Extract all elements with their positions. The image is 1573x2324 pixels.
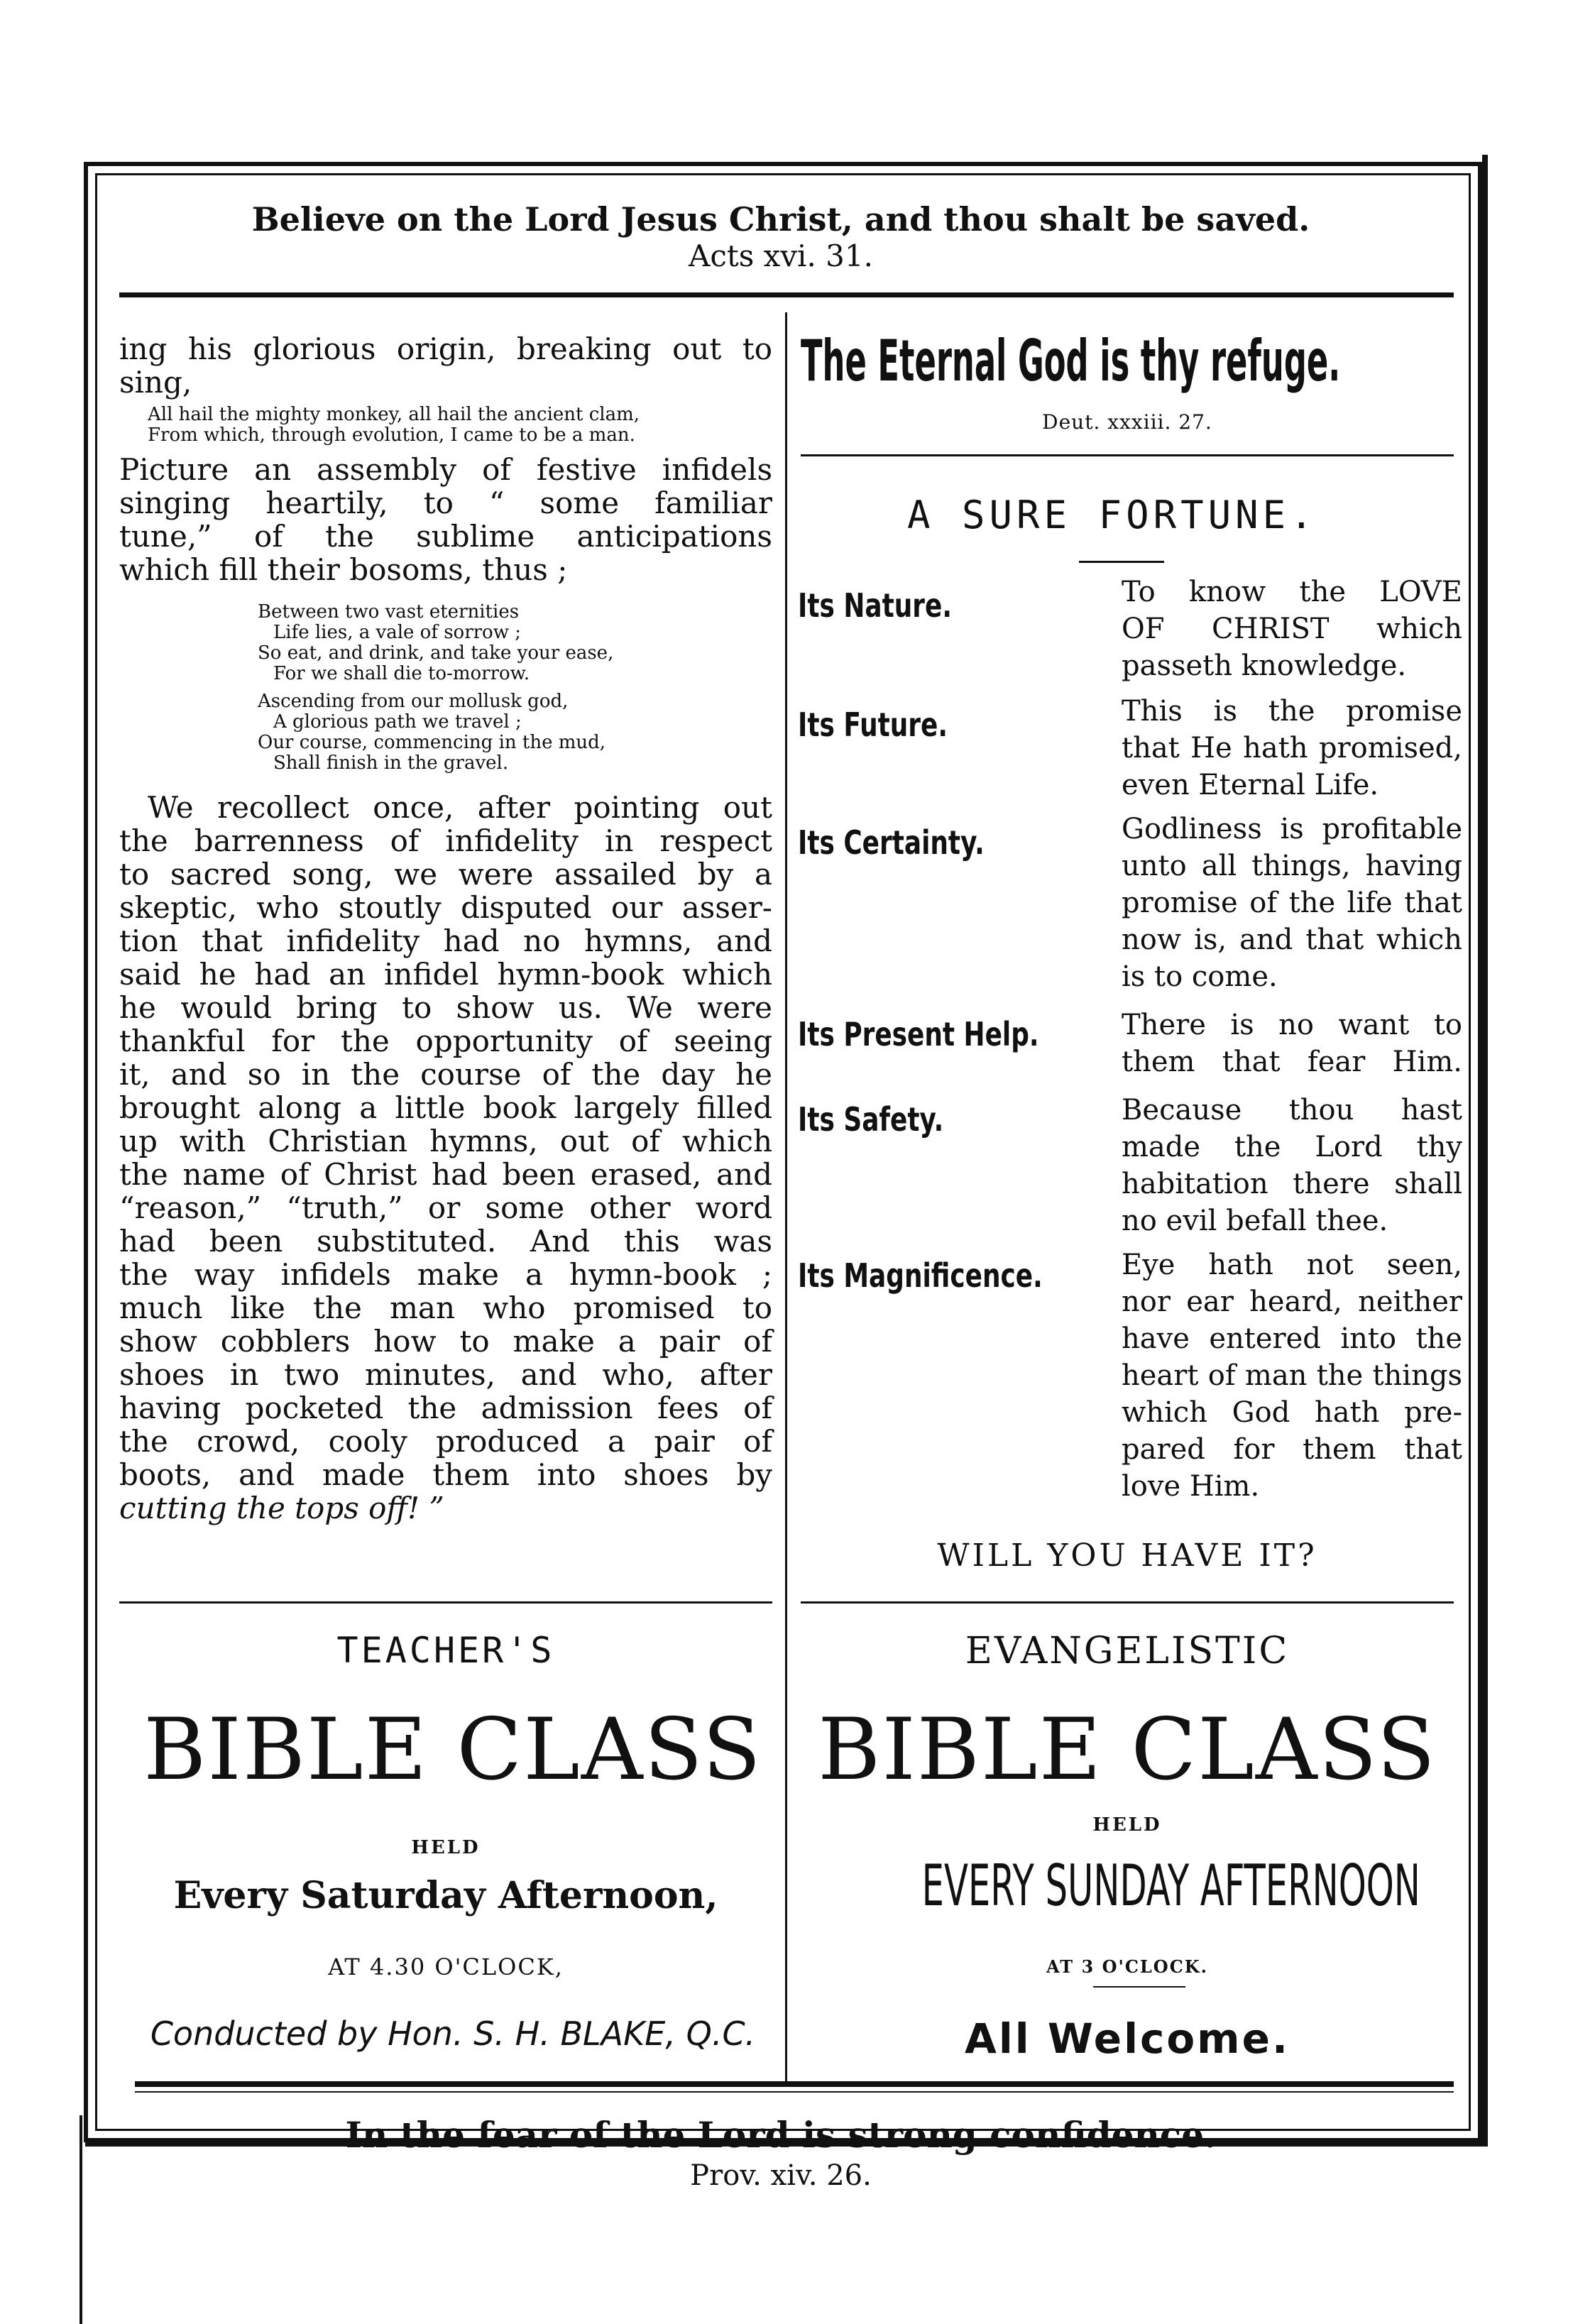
fortune-text-line: them that fear Him.	[1122, 1046, 1462, 1078]
para2-line: cutting the tops off! ”	[119, 1491, 444, 1525]
teachers-when: Every Saturday Afternoon,	[173, 1874, 718, 1917]
hymn-line: A glorious path we travel ;	[273, 711, 522, 733]
paragraph-2	[119, 791, 772, 1525]
para2-line: skeptic, who stoutly disputed our asser-	[119, 890, 772, 925]
eternal-god-reference: Deut. xxxiii. 27.	[1042, 410, 1212, 434]
couplet-line: From which, through evolution, I came to be a man.	[148, 424, 635, 446]
footer-rule	[135, 2081, 1454, 2087]
teachers-time: AT 4.30 O'CLOCK,	[328, 1953, 564, 1980]
all-welcome: All Welcome.	[964, 2015, 1290, 2063]
fortune-text-safety	[1122, 1092, 1462, 1239]
teachers-conductor: Conducted by Hon. S. H. BLAKE, Q.C.	[150, 2015, 756, 2053]
intro-paragraph	[119, 332, 772, 399]
hymn-line: For we shall die to-morrow.	[273, 663, 530, 684]
fortune-text-line: even Eternal Life.	[1122, 769, 1379, 801]
header-rule	[119, 292, 1454, 297]
hymn-line: So eat, and drink, and take your ease,	[258, 642, 614, 664]
fortune-text-line: Godliness is profitable	[1122, 813, 1462, 845]
para2-line: to sacred song, we were assailed by a	[119, 857, 772, 892]
fortune-text-line: made the Lord thy	[1122, 1131, 1462, 1163]
para2-line: the name of Christ had been erased, and	[119, 1157, 772, 1192]
intro-line: ing his glorious origin, breaking out to	[119, 331, 772, 366]
hymn-line: Our course, commencing in the mud,	[258, 732, 606, 753]
couplet	[148, 405, 772, 446]
fortune-label-magnificence: Its Magnificence.	[798, 1256, 1043, 1295]
para2-line: the barrenness of infidelity in respect	[119, 823, 772, 858]
para2-line: much like the man who promised to	[119, 1290, 772, 1325]
fortune-text-line: To know the LOVE	[1122, 576, 1462, 608]
will-you-have-it: WILL YOU HAVE IT?	[937, 1538, 1317, 1574]
intro-line: sing,	[119, 365, 192, 400]
para1-line: singing heartily, to “ some familiar	[119, 486, 772, 520]
left-article	[119, 332, 772, 1525]
hymn-line: Life lies, a vale of sorrow ;	[273, 622, 521, 643]
para2-line: thankful for the opportunity of seeing	[119, 1024, 772, 1058]
para2-line: having pocketed the admission fees of	[119, 1391, 772, 1425]
fortune-text-line: nor ear heard, neither	[1122, 1286, 1462, 1318]
header-verse: Believe on the Lord Jesus Christ, and thou shalt be saved.	[251, 200, 1310, 239]
para2-line: it, and so in the course of the day he	[119, 1057, 772, 1092]
fortune-text-line: which God hath pre-	[1122, 1396, 1462, 1429]
footer-rule-thin	[135, 2091, 1454, 2093]
right-rule-1	[801, 454, 1454, 456]
hymn-verse	[258, 602, 772, 774]
fortune-text-line: is to come.	[1122, 960, 1278, 993]
fortune-text-nature	[1122, 574, 1462, 684]
fortune-text-line: love Him.	[1122, 1470, 1260, 1503]
evangelistic-bible-class-title: BIBLE CLASS	[818, 1701, 1437, 1799]
para2-line: “reason,” “truth,” or some other word	[119, 1190, 772, 1225]
fortune-text-future	[1122, 693, 1462, 804]
frame-shadow-right	[1482, 155, 1488, 2147]
para1-line: which fill their bosoms, thus ;	[119, 552, 568, 587]
evangelistic-held: HELD	[1092, 1814, 1162, 1836]
evangelistic-kicker: EVANGELISTIC	[965, 1630, 1290, 1672]
fortune-text-line: unto all things, having	[1122, 850, 1462, 882]
fortune-text-line: passeth knowledge.	[1122, 649, 1407, 682]
fortune-label-safety: Its Safety.	[798, 1100, 944, 1139]
hymn-line: Between two vast eternities	[258, 601, 520, 623]
fortune-text-magnificence	[1122, 1246, 1462, 1505]
para2-line: show cobblers how to make a pair of	[119, 1324, 772, 1359]
para2-line: he would bring to show us. We were	[119, 990, 772, 1025]
fortune-text-line: There is no want to	[1122, 1009, 1462, 1041]
para1-line: Picture an assembly of festive infidels	[119, 452, 772, 487]
para2-line: tion that infidelity had no hymns, and	[119, 923, 772, 958]
teachers-held: HELD	[411, 1837, 481, 1858]
para2-line: the crowd, cooly produced a pair of	[119, 1424, 772, 1459]
fortune-text-line: have entered into the	[1122, 1322, 1462, 1355]
fortune-text-present-help	[1122, 1007, 1462, 1080]
para1-line: tune,” of the sublime anticipations	[119, 519, 772, 554]
paragraph-1	[119, 453, 772, 586]
fortune-heading: A SURE FORTUNE.	[907, 493, 1317, 537]
para2-line: We recollect once, after pointing out	[148, 790, 772, 825]
hymn-line: Ascending from our mollusk god,	[258, 691, 569, 712]
fortune-text-line: that He hath promised,	[1122, 732, 1462, 764]
fortune-text-line: no evil befall thee.	[1122, 1205, 1388, 1237]
footer-reference: Prov. xiv. 26.	[690, 2159, 872, 2192]
column-divider	[785, 312, 787, 2087]
left-class-rule	[119, 1601, 772, 1604]
teachers-bible-class-title: BIBLE CLASS	[143, 1701, 762, 1799]
para2-line: shoes in two minutes, and who, after	[119, 1357, 772, 1392]
fortune-text-line: habitation there shall	[1122, 1168, 1462, 1200]
evangelistic-time-underline	[1093, 1986, 1185, 1988]
para2-line: said he had an infidel hymn-book which	[119, 957, 772, 992]
couplet-line: All hail the mighty monkey, all hail the ancient clam,	[148, 404, 640, 425]
fortune-text-line: promise of the life that	[1122, 887, 1462, 919]
fortune-label-nature: Its Nature.	[798, 586, 952, 625]
teachers-kicker: TEACHER'S	[336, 1630, 555, 1671]
para2-line: up with Christian hymns, out of which	[119, 1124, 772, 1158]
fortune-label-present-help: Its Present Help.	[798, 1015, 1039, 1053]
right-class-rule	[801, 1601, 1454, 1604]
fortune-text-certainty	[1122, 811, 1462, 995]
fortune-text-line: Eye hath not seen,	[1122, 1249, 1462, 1281]
fortune-text-line: pared for them that	[1122, 1433, 1462, 1466]
page-edge-mark	[80, 2115, 82, 2324]
fortune-text-line: Because thou hast	[1122, 1094, 1462, 1127]
evangelistic-when: EVERY SUNDAY AFTERNOON	[921, 1853, 1420, 1919]
footer-verse: In the fear of the Lord is strong confidence.	[345, 2114, 1217, 2156]
fortune-label-certainty: Its Certainty.	[798, 823, 985, 862]
para2-line: had been substituted. And this was	[119, 1224, 772, 1259]
para2-line: boots, and made them into shoes by	[119, 1457, 772, 1492]
eternal-god-title: The Eternal God is thy refuge.	[801, 328, 1341, 394]
para2-line: brought along a little book largely filled	[119, 1090, 772, 1125]
fortune-text-line: now is, and that which	[1122, 923, 1462, 956]
fortune-text-line: OF CHRIST which	[1122, 613, 1462, 645]
header-reference: Acts xvi. 31.	[689, 239, 873, 273]
fortune-label-future: Its Future.	[798, 706, 948, 744]
para2-line: the way infidels make a hymn-book ;	[119, 1257, 772, 1292]
fortune-text-line: heart of man the things	[1122, 1359, 1462, 1392]
fortune-text-line: This is the promise	[1122, 695, 1462, 728]
hymn-line: Shall finish in the gravel.	[273, 752, 509, 774]
fortune-heading-underline	[1079, 561, 1164, 563]
evangelistic-time: AT 3 O'CLOCK.	[1046, 1956, 1209, 1977]
